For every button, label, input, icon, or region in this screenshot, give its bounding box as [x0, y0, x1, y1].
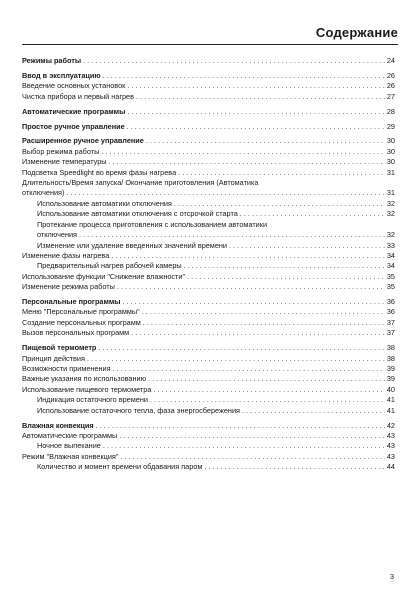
dot-leader	[87, 354, 385, 364]
dot-leader	[136, 92, 385, 102]
dot-leader	[187, 272, 385, 282]
toc-heading[interactable]	[22, 343, 395, 353]
toc-entry-label: Использование остаточного тепла, фаза энергосбережения	[37, 405, 240, 415]
dot-leader	[242, 406, 385, 416]
toc-entry[interactable]	[22, 462, 395, 472]
toc-entry-page: 34	[386, 261, 395, 271]
toc-entry-label: Индикация остаточного времени	[37, 395, 148, 405]
toc-entry-page: 38	[386, 353, 395, 363]
dot-leader	[150, 395, 385, 405]
toc-entry-label: Создание персональных программ	[22, 317, 141, 327]
page-title: Содержание	[315, 25, 398, 40]
toc-entry-page: 40	[386, 384, 395, 394]
dot-leader	[127, 122, 385, 132]
toc-entry-page: 35	[386, 282, 395, 292]
toc-entry[interactable]	[22, 178, 395, 199]
toc-entry[interactable]	[22, 354, 395, 364]
page-number: 3	[389, 572, 394, 581]
dot-leader	[143, 318, 385, 328]
toc-heading[interactable]	[22, 421, 395, 431]
toc-entry-page: 32	[386, 230, 395, 240]
dot-leader	[178, 168, 385, 178]
toc-entry-page: 41	[386, 395, 395, 405]
toc-entry-label: Расширенное ручное управление	[22, 136, 144, 146]
dot-leader	[119, 431, 385, 441]
toc-entry-label: Режимы работы	[22, 56, 82, 65]
dot-leader	[240, 209, 385, 219]
dot-leader	[174, 199, 385, 209]
dot-leader	[127, 81, 385, 91]
toc-entry[interactable]	[22, 241, 395, 251]
toc-entry[interactable]	[22, 395, 395, 405]
toc-entry-page: 44	[386, 462, 395, 472]
toc-entry-label: Использование автоматики отключения с отсрочкой старта	[37, 209, 238, 219]
toc-entry-page: 37	[386, 328, 395, 338]
dot-leader	[96, 421, 385, 431]
toc-heading[interactable]	[22, 297, 395, 307]
toc-section	[22, 297, 395, 339]
toc-entry-label: Важные указания по использованию	[22, 374, 147, 384]
toc-entry[interactable]	[22, 272, 395, 282]
toc-entry[interactable]	[22, 307, 395, 317]
toc-entry-page: 35	[386, 271, 395, 281]
dot-leader	[204, 462, 385, 472]
toc-entry-label: Простое ручное управление	[22, 121, 125, 131]
toc-entry[interactable]	[22, 318, 395, 328]
toc-entry[interactable]	[22, 431, 395, 441]
dot-leader	[101, 147, 385, 157]
toc-entry-label: Подсветка Speedlight во время фазы нагрева	[22, 167, 177, 177]
dot-leader	[79, 230, 385, 240]
toc-entry-page: 29	[386, 121, 395, 131]
toc-entry[interactable]	[22, 81, 395, 91]
dot-leader	[148, 374, 385, 384]
toc-entry-page: 34	[386, 250, 395, 260]
toc-entry-label-continued: отключения	[37, 230, 78, 240]
toc-entry-label: Выбор режима работы	[22, 146, 100, 156]
toc-entry-page: 30	[386, 136, 395, 146]
toc-entry[interactable]	[22, 209, 395, 219]
toc-entry-label: Персональные программы	[22, 297, 121, 307]
toc-entry[interactable]	[22, 374, 395, 384]
toc-entry-page: 39	[386, 363, 395, 373]
dot-leader	[153, 385, 385, 395]
toc-section	[22, 56, 395, 66]
toc-entry[interactable]	[22, 441, 395, 451]
dot-leader	[142, 307, 385, 317]
toc-entry-label: Использование функции "Снижение влажности"	[22, 271, 186, 281]
toc-entry[interactable]	[22, 452, 395, 462]
toc-entry[interactable]	[22, 147, 395, 157]
dot-leader	[184, 261, 385, 271]
toc-entry-page: 41	[386, 405, 395, 415]
toc-entry-label: Принцип действия	[22, 353, 85, 363]
toc-entry-page: 43	[386, 451, 395, 461]
toc-entry-page: 36	[386, 307, 395, 317]
toc-entry-page: 33	[386, 240, 395, 250]
toc-entry-page: 30	[386, 146, 395, 156]
toc-entry-label: Введение основных установок	[22, 81, 126, 91]
toc-section	[22, 421, 395, 473]
dot-leader	[131, 328, 385, 338]
toc-entry-page: 37	[386, 317, 395, 327]
dot-leader	[229, 241, 385, 251]
toc-entry-label: Длительность/Время запуска/ Окончание приготовления (Автоматика	[22, 178, 259, 188]
toc-entry-page: 43	[386, 430, 395, 440]
toc-section	[22, 107, 395, 117]
toc-entry[interactable]	[22, 406, 395, 416]
toc-entry-label: Влажная конвекция	[22, 420, 94, 430]
toc-entry-label: Чистка прибора и первый нагрев	[22, 91, 134, 101]
dot-leader	[111, 251, 385, 261]
toc-heading[interactable]	[22, 122, 395, 132]
dot-leader	[113, 364, 385, 374]
toc-entry-page: 31	[386, 188, 395, 198]
toc-entry-label: Предварительный нагрев рабочей камеры	[37, 261, 182, 271]
dot-leader	[98, 343, 385, 353]
toc-entry-label: Ночное выпекание	[37, 441, 101, 451]
toc-entry-label: Изменение режима работы	[22, 282, 115, 292]
toc-entry[interactable]	[22, 199, 395, 209]
toc-entry-page: 26	[386, 70, 395, 80]
dot-leader	[83, 56, 385, 66]
toc-entry-page: 27	[386, 91, 395, 101]
toc-entry-page: 38	[386, 343, 395, 353]
toc-entry-label: Автоматические программы	[22, 106, 126, 116]
toc-entry-page: 32	[386, 209, 395, 219]
dot-leader	[117, 282, 385, 292]
toc-entry-page: 39	[386, 374, 395, 384]
page-header	[22, 24, 398, 45]
toc-entry-page: 43	[386, 441, 395, 451]
toc-entry-label: Изменение температуры	[22, 157, 107, 167]
toc-entry-page: 36	[386, 297, 395, 307]
toc-entry-page: 26	[386, 81, 395, 91]
toc-entry[interactable]	[22, 282, 395, 292]
toc-section	[22, 343, 395, 416]
toc-entry-label-continued: отключения)	[22, 188, 65, 198]
toc-heading[interactable]	[22, 71, 395, 81]
toc-entry[interactable]	[22, 261, 395, 271]
toc-entry-page: 32	[386, 198, 395, 208]
toc-heading[interactable]	[22, 136, 395, 146]
toc-entry-label: Меню "Персональные программы"	[22, 307, 140, 317]
toc-entry-label: Режим "Влажная конвекция"	[22, 451, 119, 461]
toc-entry[interactable]	[22, 251, 395, 261]
toc-heading[interactable]	[22, 107, 395, 117]
toc-entry-label: Возможности применения	[22, 363, 111, 373]
toc-entry[interactable]	[22, 168, 395, 178]
toc-section	[22, 71, 395, 102]
dot-leader	[123, 297, 385, 307]
toc-entry-label: Количество и момент времени обдавания паром	[37, 462, 203, 472]
toc-entry-page: 42	[386, 420, 395, 430]
dot-leader	[127, 107, 385, 117]
dot-leader	[103, 71, 385, 81]
toc-section	[22, 122, 395, 132]
toc-entry[interactable]	[22, 220, 395, 241]
table-of-contents	[22, 56, 395, 477]
toc-entry[interactable]	[22, 92, 395, 102]
toc-entry-page: 24	[386, 56, 395, 65]
toc-entry-label: Протекание процесса приготовления с использованием автоматики	[37, 219, 268, 229]
toc-entry-page: 31	[386, 167, 395, 177]
dot-leader	[109, 157, 385, 167]
toc-entry-label: Использование пищевого термометра	[22, 384, 152, 394]
dot-leader	[146, 136, 385, 146]
toc-entry-label: Изменение или удаление введенных значений времени	[37, 240, 227, 250]
toc-entry[interactable]	[22, 385, 395, 395]
toc-entry-label: Изменение фазы нагрева	[22, 250, 110, 260]
toc-entry[interactable]	[22, 157, 395, 167]
dot-leader	[66, 188, 384, 198]
toc-entry[interactable]	[22, 328, 395, 338]
toc-entry-page: 28	[386, 106, 395, 116]
toc-heading[interactable]	[22, 56, 395, 66]
toc-entry-label: Автоматические программы	[22, 430, 118, 440]
dot-leader	[120, 452, 384, 462]
toc-entry-label: Ввод в эксплуатацию	[22, 70, 101, 80]
toc-entry-page: 30	[386, 157, 395, 167]
toc-entry-label: Использование автоматики отключения	[37, 198, 172, 208]
toc-entry[interactable]	[22, 364, 395, 374]
toc-entry-label: Вызов персональных программ	[22, 328, 130, 338]
toc-section	[22, 136, 395, 292]
toc-entry-label: Пищевой термометр	[22, 343, 97, 353]
dot-leader	[103, 441, 385, 451]
